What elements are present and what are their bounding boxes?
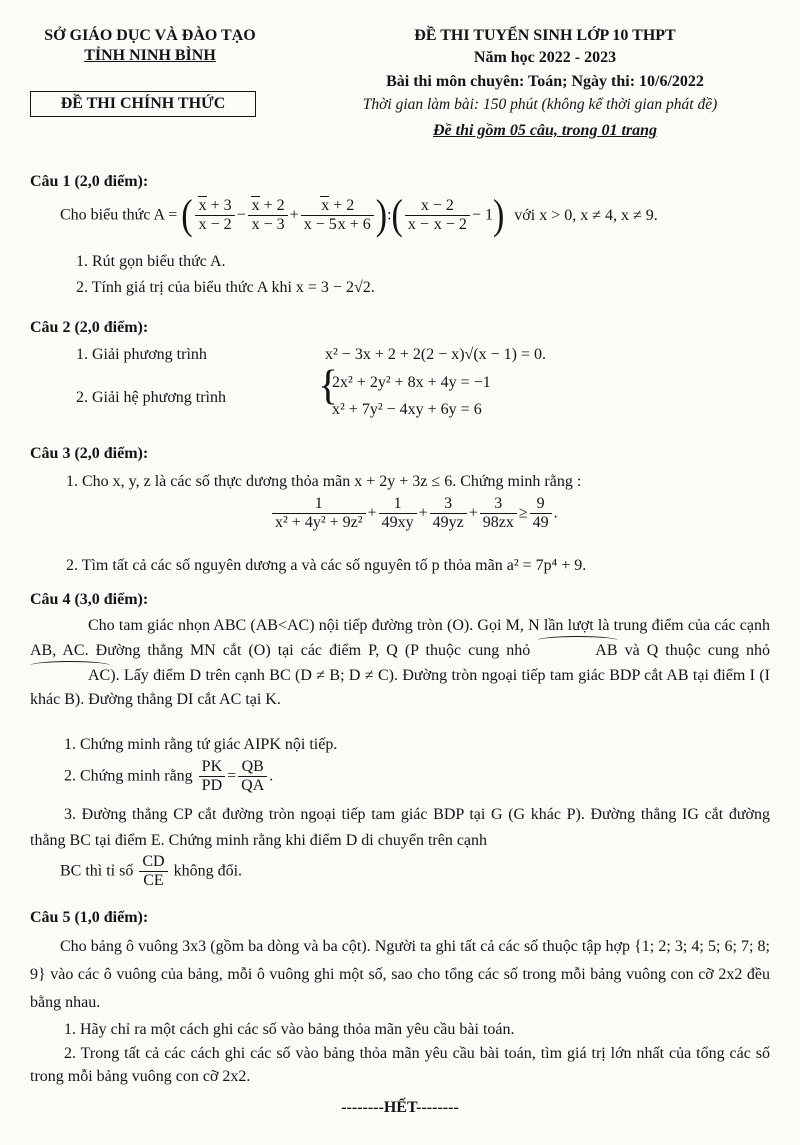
exam-duration: Thời gian làm bài: 150 phút (không kể thời gian phát đề) bbox=[362, 96, 718, 113]
q2-system: { 2x² + 2y² + 8x + 4y = −1 x² + 7y² − 4xy + 6y = 6 bbox=[318, 363, 491, 418]
q1-expression: Cho biểu thức A = ( $\frac{x + 3}{x - 2}$ − $\frac{x + 2}{x - 3}$ + $\frac{x + 2}{x - 5x + 6}$ ):( $\frac{x - 2}{x - x - 2}$ − 1) với x > 0, x ≠ 4, x ≠ 9. bbox=[60, 192, 658, 239]
q3-part2: 2. Tìm tất cả các số nguyên dương a và các số nguyên tố p thỏa mãn a² = 7p⁴ + 9. bbox=[66, 557, 587, 574]
q1-part1: 1. Rút gọn biểu thức A. bbox=[76, 253, 226, 270]
q4-part3-end: BC thì tỉ số $\frac{CD}{CE}$ không đổi. bbox=[60, 853, 243, 890]
pages-note: Đề thi gồm 05 câu, trong 01 trang bbox=[432, 122, 658, 139]
q2-system-eq2: x² + 7y² − 4xy + 6y = 6 bbox=[332, 401, 482, 418]
arc-ab: AB bbox=[537, 639, 617, 664]
q5-intro: Cho bảng ô vuông 3x3 (gồm ba dòng và ba cột). Người ta ghi tất cả các số thuộc tập hợp {1; 2; 3; 4; 5; 6; 7; 8; 9} vào các ô vuông của bảng, mỗi ô vuông ghi một số, sao cho tổng các số trong mỗi bảng vuông con cỡ 2x2 đều bằng nhau. bbox=[30, 938, 770, 1011]
school-year: Năm học 2022 - 2023 bbox=[473, 49, 617, 66]
q3-inequality: $\frac{1}{\text{x² + 4y² + 9z²}}$ + $\frac{1}{49xy}$ + $\frac{3}{49yz}$ + $\frac{3}{98zx}$ ≥ $\frac{9}{49}$ . bbox=[270, 495, 558, 533]
q1-part2: 2. Tính giá trị của biểu thức A khi x = 3 − 2√2. bbox=[76, 279, 375, 296]
q1-intro: Cho biểu thức bbox=[60, 206, 151, 224]
q3-part1: 1. Cho x, y, z là các số thực dương thỏa mãn x + 2y + 3z ≤ 6. Chứng minh rằng : bbox=[66, 473, 582, 490]
official-exam-box: ĐỀ THI CHÍNH THỨC bbox=[30, 91, 256, 117]
q2-part1: 1. Giải phương trình bbox=[76, 346, 207, 363]
q4-part1: 1. Chứng minh rằng tứ giác AIPK nội tiếp. bbox=[64, 736, 338, 753]
q1-title: Câu 1 (2,0 điểm): bbox=[30, 173, 149, 190]
q5-part2: 2. Trong tất cả các cách ghi các số vào bảng thỏa mãn yêu cầu bài toán, tìm giá trị lớn nhất của tổng các số trong mỗi bảng vuông con cỡ 2x2. bbox=[30, 1045, 770, 1086]
q2-title: Câu 2 (2,0 điểm): bbox=[30, 319, 149, 336]
province-name: TỈNH NINH BÌNH bbox=[84, 47, 216, 64]
q4-title: Câu 4 (3,0 điểm): bbox=[30, 591, 149, 608]
q3-title: Câu 3 (2,0 điểm): bbox=[30, 445, 149, 462]
q4-part2: 2. Chứng minh rằng $\frac{PK}{PD}$ = $\frac{QB}{QA}$ . bbox=[64, 758, 274, 795]
department-name: SỞ GIÁO DỤC VÀ ĐÀO TẠO bbox=[44, 27, 256, 44]
exam-title: ĐỀ THI TUYỂN SINH LỚP 10 THPT bbox=[414, 27, 676, 44]
q5-title: Câu 5 (1,0 điểm): bbox=[30, 909, 149, 926]
q4-intro: Cho tam giác nhọn ABC (AB<AC) nội tiếp đường tròn (O). Gọi M, N lần lượt là trung điểm của các cạnh AB, AC. Đường thẳng MN cắt (O) tại các điểm P, Q (P thuộc cung nhỏ AB và Q thuộc cung nhỏ AC). Lấy điểm D trên cạnh BC (D ≠ B; D ≠ C). Đường tròn ngoại tiếp tam giác BDP cắt AB tại điểm I (I khác B). Đường thẳng DI cắt AC tại K. bbox=[30, 617, 771, 709]
arc-ac: AC bbox=[30, 664, 110, 689]
q4-part3: 3. Đường thẳng CP cắt đường tròn ngoại tiếp tam giác BDP tại G (G khác P). Đường thẳng IG cắt đường thẳng BC tại điểm E. Chứng minh rằng khi điểm D di chuyển trên cạnh bbox=[30, 806, 770, 849]
q2-system-eq1: 2x² + 2y² + 8x + 4y = −1 bbox=[332, 374, 491, 391]
q5-part1: 1. Hãy chỉ ra một cách ghi các số vào bảng thỏa mãn yêu cầu bài toán. bbox=[64, 1021, 515, 1038]
end-marker: --------HẾT-------- bbox=[341, 1099, 459, 1116]
q2-equation: x² − 3x + 2 + 2(2 − x)√(x − 1) = 0. bbox=[325, 346, 547, 363]
q1-condition: với x > 0, x ≠ 4, x ≠ 9. bbox=[514, 206, 658, 224]
q2-part2: 2. Giải hệ phương trình bbox=[76, 389, 226, 406]
subject-date: Bài thi môn chuyên: Toán; Ngày thi: 10/6/2022 bbox=[386, 73, 704, 90]
